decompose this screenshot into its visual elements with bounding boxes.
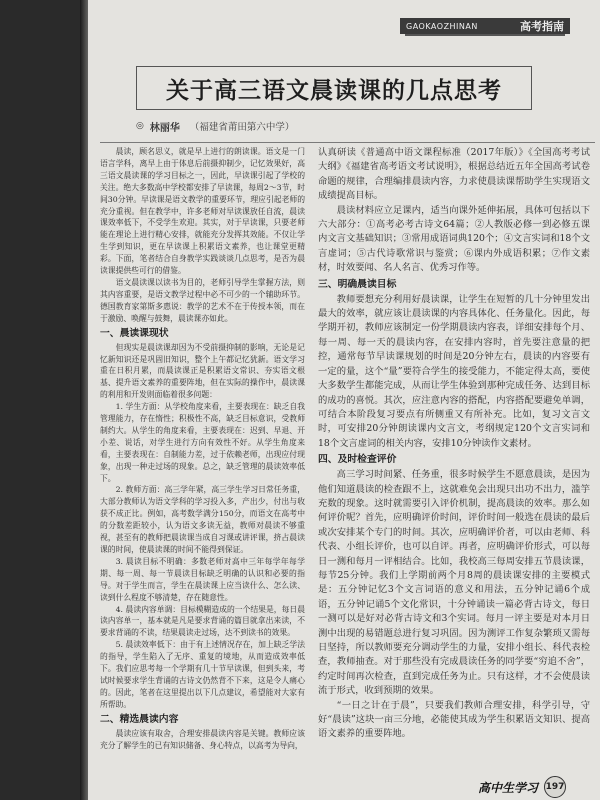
left-column <box>100 146 305 752</box>
page-footer <box>478 776 566 798</box>
body-paragraph: 3. 晨读目标不明确：多数老师对高中三年每学年每学期、每一周、每一节晨读目标缺乏明确的认识和必要的指导。对于学生而言，学生在晨读课上应当读什么、怎么读、读到什么程度不够清楚，存在随意性。 <box>100 556 305 602</box>
body-paragraph: 认真研读《普通高中语文课程标准（2017年版）》《全国高考考试大纲》《福建省高考语文考试说明》，根据总结近五年全国高考试卷命题的规律，合理编排晨读内容，力求使晨读课帮助学生实现语文成绩提高目标。 <box>318 147 590 202</box>
closing-paragraph: “一日之计在于晨”，只要我们教师合理安排，科学引导，守好“晨读”这块一亩三分地，必能使其成为学生积累语文知识、提高语文素养的重要阵地。 <box>318 699 590 740</box>
intro-paragraph: 晨读，顾名思义，就是早上进行的朗读课。语文是一门语言学科，离早上由于体息后前摄抑制少，记忆效果好，高三语文晨读课的学习目标之一，因此，早读课引起了学校的关注。绝大多数高中学校都安排了早读课，每周2～3节，时间30分钟。早读课是语文教学的重要环节，理应引起老师的充分重视。但在教学中，许多老师对早读课放任自流，晨读课效率低下，不受学生欢迎。其实，对于早读课，只要老师能在理论上进行精心安排，就能充分发挥其效能。不仅让学生学到知识，更在早读课上积累语文素养，也让课堂更精彩。下面，笔者结合自身教学实践谈谈几点思考，是否为晨读课提供些可行的借鉴。 <box>100 147 305 276</box>
magazine-name: 高中生学习 <box>478 780 539 795</box>
author-affiliation: （福建省莆田第六中学） <box>189 122 295 133</box>
header-rule <box>405 34 565 36</box>
intro-paragraph: 语文晨读课以读书为目的，老师引导学生掌握方法，则其内容重要，是语文教学过程中必不可少的一个辅助环节。德国教育家第斯多惠说：教学的艺术不在于传授本领，而在于激励、唤醒与鼓舞，晨读课亦如此。 <box>100 277 305 323</box>
section-heading: 一、晨读课现状 <box>100 327 169 339</box>
author-name: 林丽华 <box>149 122 180 134</box>
right-column <box>318 146 590 742</box>
article-title: 关于高三语文晨读课的几点思考 <box>166 77 502 104</box>
body-paragraph: 高三学习时间紧、任务重，很多时候学生不愿意晨读，是因为他们知道晨读的检查跟不上，这就难免会出现只出功不出力，滥竽充数的现象。这时就需要引入评价机制，提高晨读的效率。那么如何评价呢？首先，应明确评价时间，评价时间一般选在晨读的最后或次安排某个专门的时间。其次，应明确评价者，可以由老师、科代表、小组长评价，也可以自评。再者，应明确评价形式，可以每日一测和每月一评相结合。比如，我校高三每周安排五节晨读课，每节25分钟。我们上学期前两个月8周的晨读课安排的主要模式是：五分钟记忆3个文言词语的意义和用法，五分钟记诵6个成语，五分钟记诵5个文化常识，十分钟诵读一篇必背古诗文，每日一测可以是好对必背古诗文和3个实词。每月一评主要是对本月日测中出现的易错题总进行复习巩固。因为测评工作复杂繁琐又需每日坚持，所以教师要充分调动学生的力量，安排小组长、科代表检查，教师抽查。对于那些没有完成晨读任务的同学要“穷追不舍”，约定时间再次检查，直到完成任务为止。只有这样，才不会使晨读流于形式，收到预期的效果。 <box>318 469 590 697</box>
body-paragraph: 5. 晨读效率低下：由于有上述情况存在，加上缺乏学法的指导，学生陷入了无序、重复的境地，从而造成效率低下。我们应思考每一个学期有几十节早读课，但到头来，考试时候要求学生背诵的古诗文仍然背不下来，这是令人痛心的。因此，笔者在这里提出以下几点建议，希望能对大家有所帮助。 <box>100 640 305 709</box>
column-header-chinese: 高考指南 <box>520 20 564 33</box>
body-paragraph: 4. 晨读内容单调：目标模糊造成的一个结果是，每日晨读内容单一，基本就是凡是要求背诵的篇目就拿出来读，不要求背诵的不读，结果晨读走过场，达不到读书的效果。 <box>100 604 305 638</box>
byline <box>136 112 596 140</box>
body-paragraph: 但现实是晨读课却因为不受前摄抑制的影响，无论是记忆新知识还是巩固旧知识，整个上午都记忆犹新。语文学习重在日积月累，而晨读课正是积累语文常识、夯实语文根基、提升语文素养的重要阵地，但在实际的操作中，晨读课的利用和开发则面临着很多问题： <box>100 342 305 400</box>
section-heading: 三、明确晨读目标 <box>318 278 397 290</box>
section-heading: 四、及时检查评价 <box>318 454 397 466</box>
page-number: 197 <box>544 776 566 798</box>
section-heading: 二、精选晨读内容 <box>100 713 179 725</box>
byline-divider <box>100 142 595 143</box>
body-paragraph: 教师要想充分利用好晨读课，让学生在短暂的几十分钟里发出最大的效率，就应该让晨读课的内容具体化、任务量化。因此，每学期开初，教师应该制定一份学期晨读内容表，详细安排每个月、每一周、每一天的晨读内容，在安排内容时，首先要注意量的把控，通常每节早读课规划的时间是20分钟左右，晨读的内容要有一定的量，这个“量”要符合学生的接受能力，不能定得太高，要使大多数学生都能完成，从而让学生体验到那种完成任务、达到目标的成功的喜悦。其次，应注意内容的搭配，内容搭配要避免单调，可结合本阶段复习要点有所侧重又有所补充。比如，复习文言文时，可安排20分钟朗读课内文言文，考纲规定120个文言实词和18个文言虚词的相关内容，安排10分钟读作文素材。 <box>318 293 590 449</box>
column-header-english: GAOKAOZHINAN <box>406 21 478 31</box>
body-paragraph: 晨读应该有取舍，合理安排晨读内容是关键。教师应该充分了解学生的已有知识储备、身心特点，以高考为导向， <box>100 728 305 750</box>
body-paragraph: 晨读材料应立足课内，适当向课外延伸拓展，具体可包括以下六大部分：①高考必考古诗文64篇；②人教版必修一到必修五课内文言文基础知识；③常用成语词典120个；④文言实词和18个文言虚词；⑤古代诗歌常识与鉴赏；⑥课内外成语积累；⑦作文素材，时效要闻、名人名言、优秀习作等。 <box>318 204 590 274</box>
body-paragraph: 2. 教师方面：高三学年紧，高三学生学习日常任务重，大部分教师认为语文学科的学习投入多，产出少，付出与收获不成正比。例如，高考数学满分150分，而语文在高考中的分数差距较小，认为语文多读无益，教师对晨读不够重视，甚至有的教师把晨读课当成自习课或讲评课，挤占晨读课的时间，使晨读课的时间不能得到保证。 <box>100 485 305 554</box>
byline-bullet-icon: ◎ <box>136 121 144 131</box>
body-paragraph: 1. 学生方面：从学校角度来看，主要表现在：缺乏自我管理能力，存在惰性；积极性不高，缺乏目标意识，受教师制约大。从学生的角度来看，主要表现在：迟到、早退、开小差、说话，对学生进行方向有效性不好。从学生角度来看，主要表现在：自制能力差，过于依赖老师，出现应付现象，出现一种走过场的现象。总之，缺乏管理的晨读效率低下。 <box>100 402 305 483</box>
article-title-box <box>136 66 532 110</box>
column-header <box>400 18 570 34</box>
